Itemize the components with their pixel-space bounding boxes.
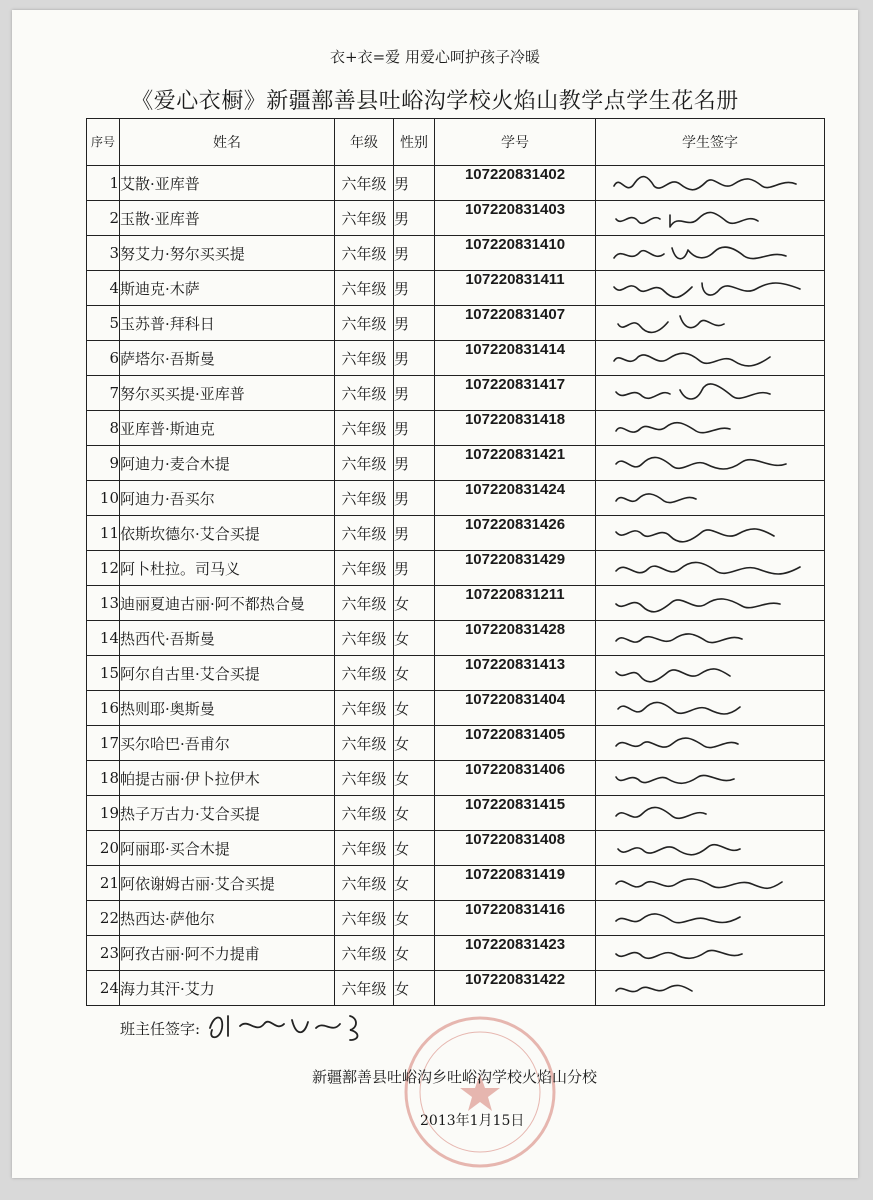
table-header-row xyxy=(87,119,825,166)
table-row xyxy=(87,691,825,726)
slogan: 衣+衣=爱 用爱心呵护孩子冷暖 xyxy=(330,48,540,66)
handwritten-signature xyxy=(610,240,806,266)
col-header-name: 姓名 xyxy=(120,119,335,166)
student-id: 107220831408 xyxy=(435,831,596,866)
row-number: 18 xyxy=(87,761,120,796)
student-sex: 男 xyxy=(394,341,435,376)
student-grade: 六年级 xyxy=(335,306,394,341)
row-number: 21 xyxy=(87,866,120,901)
col-header-sex: 性别 xyxy=(394,119,435,166)
student-signature xyxy=(596,236,825,271)
student-grade: 六年级 xyxy=(335,166,394,201)
row-number: 7 xyxy=(87,376,120,411)
student-id: 107220831428 xyxy=(435,621,596,656)
student-id: 107220831404 xyxy=(435,691,596,726)
table-row xyxy=(87,341,825,376)
table-row xyxy=(87,656,825,691)
handwritten-signature xyxy=(610,310,806,336)
student-grade: 六年级 xyxy=(335,901,394,936)
handwritten-signature xyxy=(610,940,806,966)
row-number: 5 xyxy=(87,306,120,341)
student-name: 努艾力·努尔买买提 xyxy=(120,236,335,271)
student-signature xyxy=(596,376,825,411)
student-name: 努尔买买提·亚库普 xyxy=(120,376,335,411)
student-id: 107220831402 xyxy=(435,166,596,201)
student-name: 萨塔尔·吾斯曼 xyxy=(120,341,335,376)
student-name: 阿迪力·麦合木提 xyxy=(120,446,335,481)
handwritten-signature xyxy=(610,905,806,931)
student-grade: 六年级 xyxy=(335,411,394,446)
student-grade: 六年级 xyxy=(335,621,394,656)
student-id: 107220831426 xyxy=(435,516,596,551)
student-name: 玉苏普·拜科日 xyxy=(120,306,335,341)
col-header-no: 序号 xyxy=(87,119,120,166)
student-name: 阿卜杜拉。司马义 xyxy=(120,551,335,586)
student-id: 107220831413 xyxy=(435,656,596,691)
student-signature xyxy=(596,971,825,1006)
student-name: 热则耶·奥斯曼 xyxy=(120,691,335,726)
student-name: 阿依谢姆古丽·艾合买提 xyxy=(120,866,335,901)
student-signature xyxy=(596,796,825,831)
col-header-id: 学号 xyxy=(435,119,596,166)
student-signature xyxy=(596,446,825,481)
table-row xyxy=(87,166,825,201)
student-name: 阿迪力·吾买尔 xyxy=(120,481,335,516)
student-grade: 六年级 xyxy=(335,201,394,236)
col-header-grade: 年级 xyxy=(335,119,394,166)
table-row xyxy=(87,201,825,236)
table-row xyxy=(87,726,825,761)
handwritten-signature xyxy=(610,975,806,1001)
student-id: 107220831417 xyxy=(435,376,596,411)
student-grade: 六年级 xyxy=(335,831,394,866)
student-id: 107220831411 xyxy=(435,271,596,306)
student-id: 107220831410 xyxy=(435,236,596,271)
student-sex: 男 xyxy=(394,201,435,236)
handwritten-signature xyxy=(610,450,806,476)
student-grade: 六年级 xyxy=(335,586,394,621)
row-number: 10 xyxy=(87,481,120,516)
handwritten-signature xyxy=(610,765,806,791)
student-signature xyxy=(596,271,825,306)
row-number: 17 xyxy=(87,726,120,761)
student-sex: 男 xyxy=(394,166,435,201)
student-signature xyxy=(596,481,825,516)
student-id: 107220831416 xyxy=(435,901,596,936)
student-name: 玉散·亚库普 xyxy=(120,201,335,236)
student-id: 107220831419 xyxy=(435,866,596,901)
row-number: 3 xyxy=(87,236,120,271)
student-grade: 六年级 xyxy=(335,236,394,271)
student-id: 107220831406 xyxy=(435,761,596,796)
row-number: 19 xyxy=(87,796,120,831)
row-number: 6 xyxy=(87,341,120,376)
student-signature xyxy=(596,656,825,691)
student-grade: 六年级 xyxy=(335,761,394,796)
table-row xyxy=(87,621,825,656)
student-grade: 六年级 xyxy=(335,271,394,306)
table-row xyxy=(87,446,825,481)
student-sex: 女 xyxy=(394,936,435,971)
student-id: 107220831418 xyxy=(435,411,596,446)
student-sex: 女 xyxy=(394,831,435,866)
student-id: 107220831423 xyxy=(435,936,596,971)
student-name: 热子万古力·艾合买提 xyxy=(120,796,335,831)
row-number: 20 xyxy=(87,831,120,866)
student-signature xyxy=(596,341,825,376)
handwritten-signature xyxy=(610,625,806,651)
student-id: 107220831415 xyxy=(435,796,596,831)
table-row xyxy=(87,481,825,516)
student-grade: 六年级 xyxy=(335,866,394,901)
teacher-signature-label: 班主任签字: xyxy=(120,1020,201,1038)
student-sex: 女 xyxy=(394,761,435,796)
row-number: 13 xyxy=(87,586,120,621)
student-grade: 六年级 xyxy=(335,691,394,726)
student-sex: 男 xyxy=(394,551,435,586)
row-number: 22 xyxy=(87,901,120,936)
student-grade: 六年级 xyxy=(335,971,394,1006)
row-number: 12 xyxy=(87,551,120,586)
student-signature xyxy=(596,621,825,656)
table-row xyxy=(87,866,825,901)
student-sex: 男 xyxy=(394,516,435,551)
handwritten-signature xyxy=(610,730,806,756)
document-date: 2013年1月15日 xyxy=(420,1113,525,1129)
student-roster-table xyxy=(86,118,825,1006)
table-row xyxy=(87,796,825,831)
student-sex: 女 xyxy=(394,691,435,726)
student-grade: 六年级 xyxy=(335,726,394,761)
handwritten-signature xyxy=(610,485,806,511)
student-sex: 男 xyxy=(394,271,435,306)
student-sex: 女 xyxy=(394,656,435,691)
student-signature xyxy=(596,166,825,201)
student-name: 阿尔自古里·艾合买提 xyxy=(120,656,335,691)
row-number: 16 xyxy=(87,691,120,726)
table-row xyxy=(87,831,825,866)
student-id: 107220831405 xyxy=(435,726,596,761)
student-sex: 女 xyxy=(394,866,435,901)
handwritten-signature xyxy=(610,380,806,406)
student-sex: 女 xyxy=(394,621,435,656)
teacher-signature-image xyxy=(200,1006,370,1046)
student-name: 海力其汗·艾力 xyxy=(120,971,335,1006)
student-name: 亚库普·斯迪克 xyxy=(120,411,335,446)
handwritten-signature xyxy=(610,275,806,301)
handwritten-signature xyxy=(610,345,806,371)
student-id: 107220831424 xyxy=(435,481,596,516)
table-body xyxy=(87,166,825,1006)
student-sex: 女 xyxy=(394,726,435,761)
handwritten-signature xyxy=(610,800,806,826)
handwritten-signature xyxy=(610,660,806,686)
student-name: 热西达·萨他尔 xyxy=(120,901,335,936)
row-number: 4 xyxy=(87,271,120,306)
row-number: 1 xyxy=(87,166,120,201)
handwritten-signature xyxy=(610,205,806,231)
student-signature xyxy=(596,306,825,341)
student-id: 107220831414 xyxy=(435,341,596,376)
school-seal xyxy=(400,1012,560,1172)
student-id: 107220831421 xyxy=(435,446,596,481)
handwritten-signature xyxy=(610,835,806,861)
col-header-signature: 学生签字 xyxy=(596,119,825,166)
student-grade: 六年级 xyxy=(335,446,394,481)
student-id: 107220831403 xyxy=(435,201,596,236)
row-number: 15 xyxy=(87,656,120,691)
student-id: 107220831407 xyxy=(435,306,596,341)
student-signature xyxy=(596,516,825,551)
student-id: 107220831422 xyxy=(435,971,596,1006)
school-name: 新疆鄯善县吐峪沟乡吐峪沟学校火焰山分校 xyxy=(312,1068,598,1086)
student-name: 阿丽耶·买合木提 xyxy=(120,831,335,866)
student-signature xyxy=(596,551,825,586)
student-grade: 六年级 xyxy=(335,936,394,971)
student-grade: 六年级 xyxy=(335,376,394,411)
table-row xyxy=(87,761,825,796)
student-sex: 男 xyxy=(394,236,435,271)
student-sex: 女 xyxy=(394,796,435,831)
row-number: 24 xyxy=(87,971,120,1006)
student-grade: 六年级 xyxy=(335,656,394,691)
table-row xyxy=(87,376,825,411)
student-sex: 男 xyxy=(394,306,435,341)
page-title: 《爱心衣橱》新疆鄯善县吐峪沟学校火焰山教学点学生花名册 xyxy=(131,89,739,114)
student-name: 阿孜古丽·阿不力提甫 xyxy=(120,936,335,971)
student-signature xyxy=(596,761,825,796)
table-row xyxy=(87,586,825,621)
student-name: 迪丽夏迪古丽·阿不都热合曼 xyxy=(120,586,335,621)
student-grade: 六年级 xyxy=(335,516,394,551)
student-sex: 女 xyxy=(394,901,435,936)
handwritten-signature xyxy=(610,520,806,546)
table-row xyxy=(87,901,825,936)
student-signature xyxy=(596,411,825,446)
student-sex: 女 xyxy=(394,971,435,1006)
student-grade: 六年级 xyxy=(335,551,394,586)
row-number: 2 xyxy=(87,201,120,236)
table-row xyxy=(87,936,825,971)
student-signature xyxy=(596,726,825,761)
handwritten-signature xyxy=(610,870,806,896)
table-row xyxy=(87,236,825,271)
student-sex: 男 xyxy=(394,411,435,446)
student-signature xyxy=(596,831,825,866)
handwritten-signature xyxy=(610,695,806,721)
student-sex: 男 xyxy=(394,446,435,481)
row-number: 8 xyxy=(87,411,120,446)
student-name: 买尔哈巴·吾甫尔 xyxy=(120,726,335,761)
student-signature xyxy=(596,901,825,936)
table-row xyxy=(87,306,825,341)
table-row xyxy=(87,271,825,306)
student-id: 107220831211 xyxy=(435,586,596,621)
student-signature xyxy=(596,691,825,726)
student-sex: 男 xyxy=(394,376,435,411)
row-number: 23 xyxy=(87,936,120,971)
student-name: 帕提古丽·伊卜拉伊木 xyxy=(120,761,335,796)
student-name: 依斯坎德尔·艾合买提 xyxy=(120,516,335,551)
student-grade: 六年级 xyxy=(335,481,394,516)
handwritten-signature xyxy=(610,590,806,616)
student-id: 107220831429 xyxy=(435,551,596,586)
row-number: 11 xyxy=(87,516,120,551)
student-signature xyxy=(596,866,825,901)
table-row xyxy=(87,411,825,446)
table-row xyxy=(87,516,825,551)
table-row xyxy=(87,551,825,586)
student-grade: 六年级 xyxy=(335,341,394,376)
student-name: 艾散·亚库普 xyxy=(120,166,335,201)
student-grade: 六年级 xyxy=(335,796,394,831)
student-name: 斯迪克·木萨 xyxy=(120,271,335,306)
student-sex: 女 xyxy=(394,586,435,621)
student-signature xyxy=(596,936,825,971)
student-name: 热西代·吾斯曼 xyxy=(120,621,335,656)
table-row xyxy=(87,971,825,1006)
handwritten-signature xyxy=(610,555,806,581)
student-signature xyxy=(596,201,825,236)
handwritten-signature xyxy=(610,170,806,196)
student-sex: 男 xyxy=(394,481,435,516)
student-signature xyxy=(596,586,825,621)
row-number: 14 xyxy=(87,621,120,656)
handwritten-signature xyxy=(610,415,806,441)
row-number: 9 xyxy=(87,446,120,481)
